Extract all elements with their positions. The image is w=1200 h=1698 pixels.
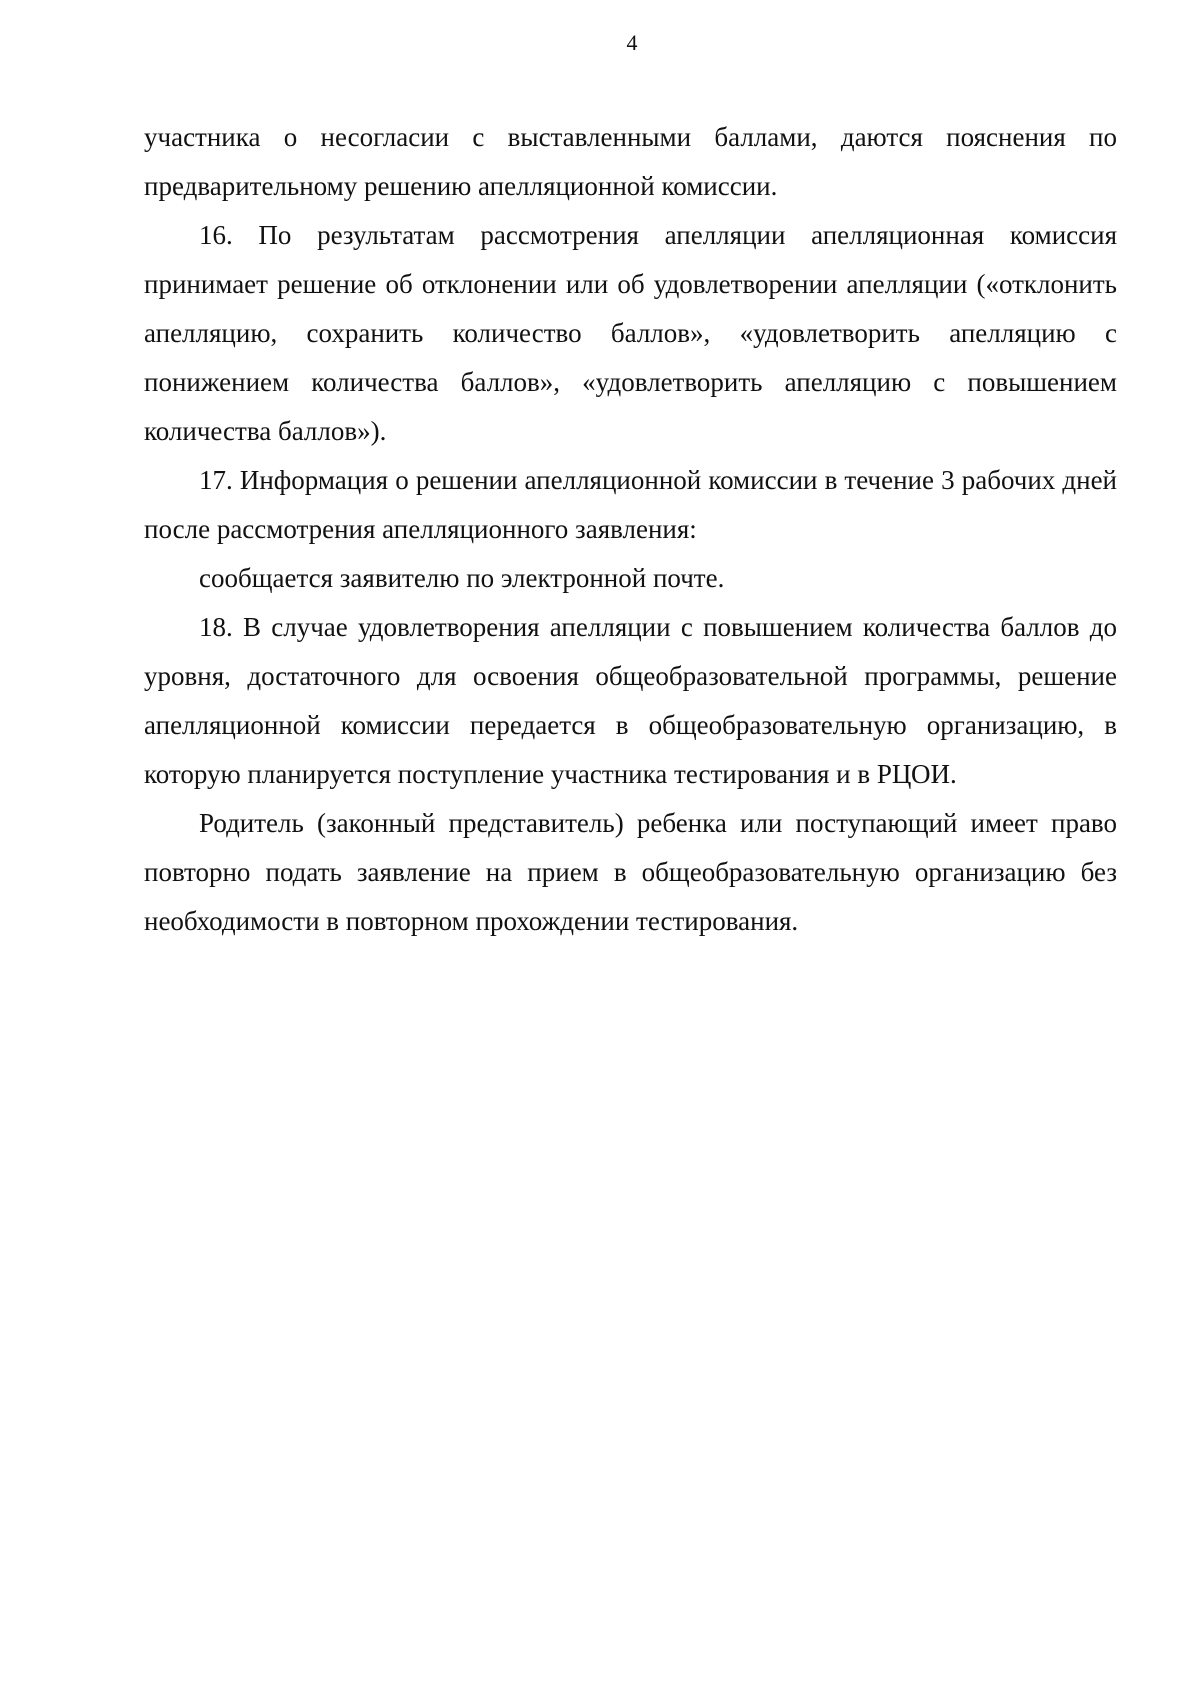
paragraph-parent-right: Родитель (законный представитель) ребенка или поступающий имеет право повторно подать заявление на прием в общеобразовательную организацию без необходимости в повторном прохождении тестирования. [144,808,1117,936]
paragraph-continuation: участника о несогласии с выставленными баллами, даются пояснения по предварительному решению апелляционной комиссии. [144,122,1117,201]
paragraph-item-18: 18. В случае удовлетворения апелляции с повышением количества баллов до уровня, достаточного для освоения общеобразовательной программы, решение апелляционной комиссии передается в общеобразовательную организацию, в которую планируется поступление участника тестирования и в РЦОИ. [144,612,1117,789]
paragraph-item-16: 16. По результатам рассмотрения апелляции апелляционная комиссия принимает решение об отклонении или об удовлетворении апелляции («отклонить апелляцию, сохранить количество баллов», «удовлетворить апелляцию с понижением количества баллов», «удовлетворить апелляцию с повышением количества баллов»). [144,220,1117,446]
paragraph-item-17: 17. Информация о решении апелляционной комиссии в течение 3 рабочих дней после рассмотрения апелляционного заявления: [144,465,1117,544]
paragraph-item-17-detail: сообщается заявителю по электронной почте. [199,563,725,593]
document-body [144,113,1117,946]
page-number: 4 [626,30,638,55]
